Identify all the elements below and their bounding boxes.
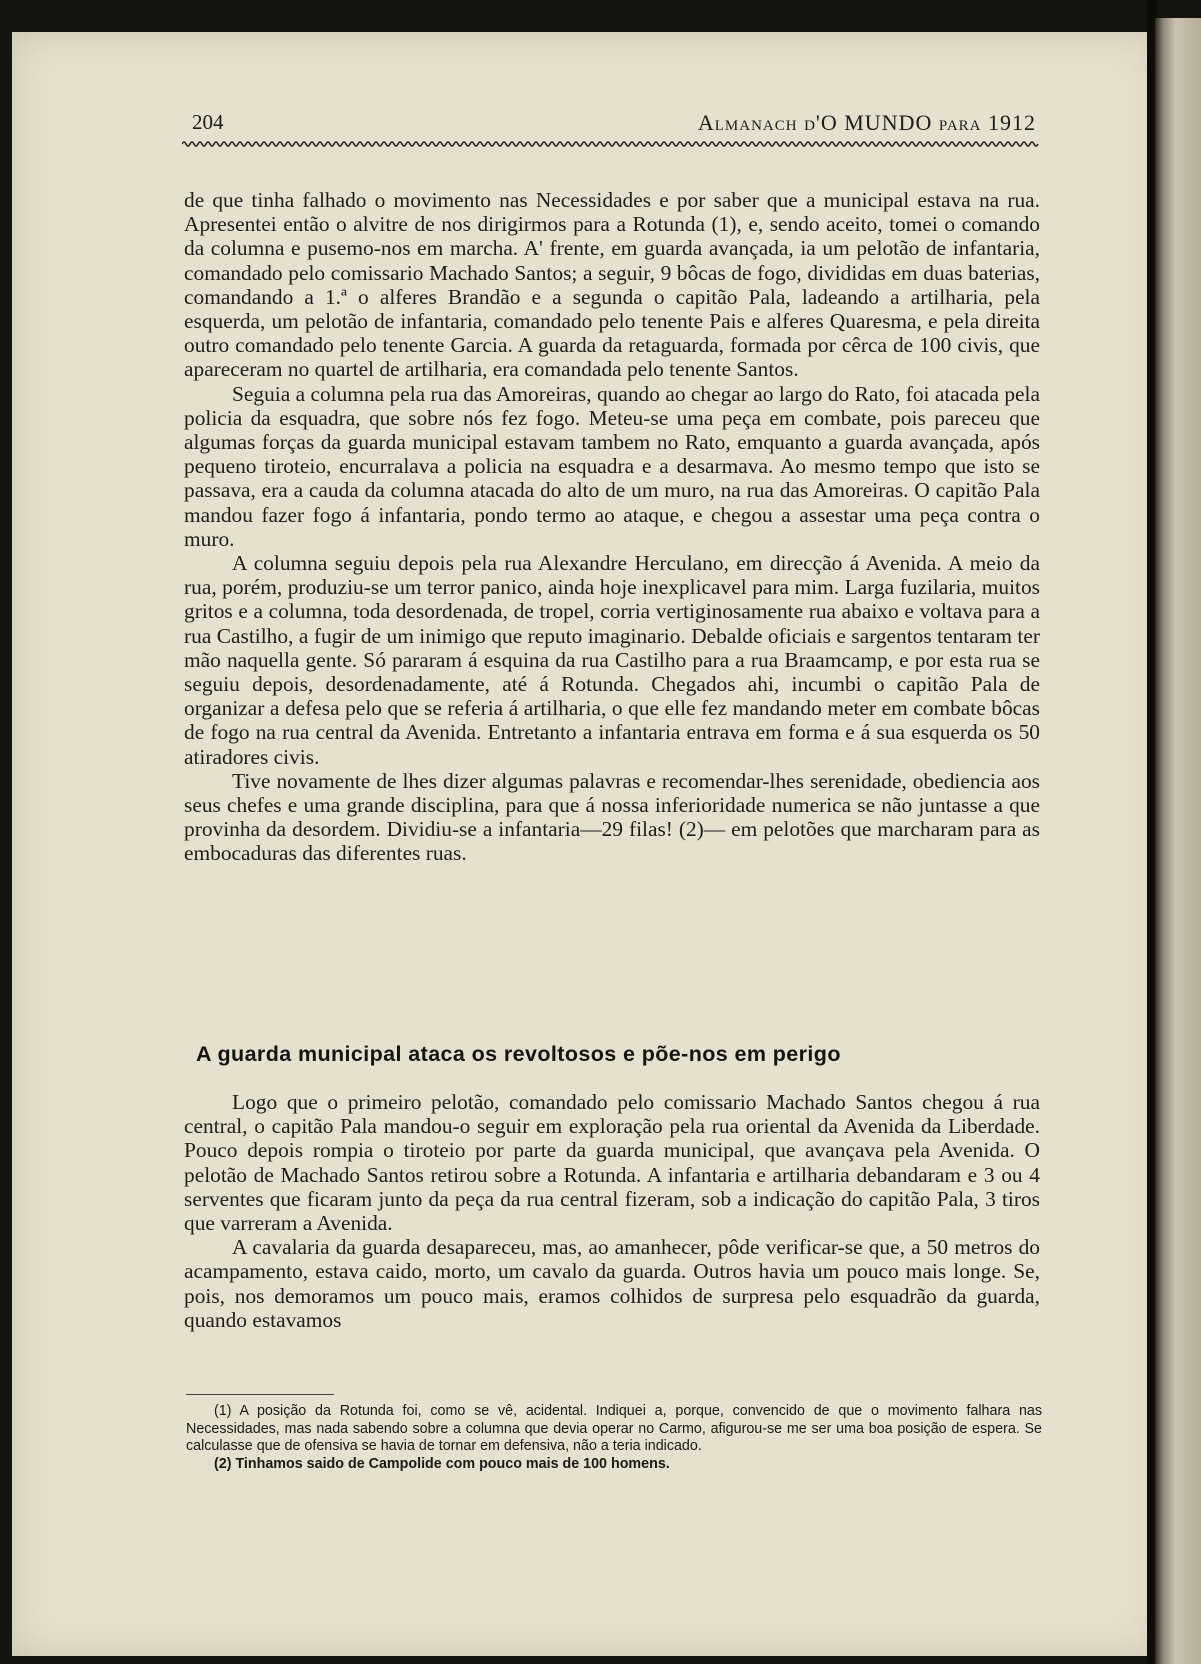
section-heading: A guarda municipal ataca os revoltosos e põe-nos em perigo — [196, 1042, 841, 1066]
paragraph: de que tinha falhado o movimento nas Necessidades e por saber que a municipal estava na rua. Apresentei então o alvitre de nos dirigirmos para a Rotunda (1), e, sendo aceito, tomei o comando da columna e pusemo-nos em marcha. A' frente, em guarda avançada, ia um pelotão de infantaria, comandado pelo comissario Machado Santos; a seguir, 9 bôcas de fogo, divididas em duas baterias, comandando a 1.ª o alferes Brandão e a segunda o capitão Pala, ladeando a artilharia, pela esquerda, um pelotão de infantaria, comandado pelo tenente Pais e alferes Quaresma, e pela direita outro comandado pelo tenente Garcia. A guarda da retaguarda, formada por cêrca de 100 civis, que apareceram no quartel de artilharia, era comandada pelo tenente Santos. — [184, 188, 1040, 382]
paragraph: Seguia a columna pela rua das Amoreiras, quando ao chegar ao largo do Rato, foi atacada pela policia da esquadra, que sobre nós fez fogo. Meteu-se uma peça em combate, pois pareceu que algumas forças da guarda municipal estavam tambem no Rato, emquanto a guarda avançada, após pequeno tiroteio, encurralava a policia na esquadra e a desarmava. Ao mesmo tempo que isto se passava, era a cauda da columna atacada do alto de um muro, na rua das Amoreiras. O capitão Pala mandou fazer fogo á infantaria, pondo termo ao ataque, e chegou a assestar uma peça contra o muro. — [184, 381, 1040, 551]
facing-page-edge — [1155, 18, 1201, 1664]
article-body — [184, 188, 1040, 866]
page-number: 204 — [192, 110, 224, 134]
paragraph: Tive novamente de lhes dizer algumas palavras e recomendar-lhes serenidade, obediencia aos seus chefes e uma grande disciplina, para que á nossa inferioridade numerica se não juntasse a que provinha da desordem. Dividiu-se a infantaria—29 filas! (2)— em pelotões que marcharam para as embocaduras das diferentes ruas. — [184, 768, 1040, 866]
page-header — [180, 108, 1040, 140]
decorative-wavy-rule — [182, 140, 1040, 148]
running-title: Almanach d'O MUNDO para 1912 — [697, 110, 1036, 135]
footnotes — [186, 1403, 1042, 1473]
footnote: (2) Tinhamos saido de Campolide com pouco mais de 100 homens. — [214, 1455, 670, 1472]
section-body — [184, 1090, 1040, 1332]
paragraph: A cavalaria da guarda desapareceu, mas, ao amanhecer, pôde verificar-se que, a 50 metros do acampamento, estava caido, morto, um cavalo da guarda. Outros havia um pouco mais longe. Se, pois, nos demoramos um pouco mais, eramos colhidos de surpresa pelo esquadrão da guarda, quando estavamos — [184, 1235, 1040, 1332]
paragraph: Logo que o primeiro pelotão, comandado pelo comissario Machado Santos chegou á rua central, o capitão Pala mandou-o seguir em exploração pela rua oriental da Avenida da Liberdade. Pouco depois rompia o tiroteio por parte da guarda municipal, que avançava pela Avenida. O pelotão de Machado Santos retirou sobre a Rotunda. A infantaria e artilharia debandaram e 3 ou 4 serventes que ficaram junto da peça da rua central fizeram, sob a indicação do capitão Pala, 3 tiros que varreram a Avenida. — [184, 1090, 1040, 1236]
paragraph: A columna seguiu depois pela rua Alexandre Herculano, em direcção á Avenida. A meio da rua, porém, produziu-se um terror panico, ainda hoje inexplicavel para mim. Larga fuzilaria, muitos gritos e a columna, toda desordenada, de tropel, corria vertiginosamente rua abaixo e voltava para a rua Castilho, a fugir de um inimigo que reputo imaginario. Debalde oficiais e sargentos tentaram ter mão naquella gente. Só pararam á esquina da rua Castilho para a rua Braamcamp, e por esta rua se seguiu depois, desordenadamente, até á Rotunda. Chegados ahi, incumbi o capitão Pala de organizar a defesa pelo que se referia á artilharia, o que elle fez mandando meter em combate bôcas de fogo na rua central da Avenida. Entretanto a infantaria entrava em forma e á sua esquerda os 50 atiradores civis. — [184, 551, 1040, 769]
footnote-divider — [186, 1394, 334, 1395]
footnote: (1) A posição da Rotunda foi, como se vê, acidental. Indiquei a, porque, convencido de que o movimento falhara nas Necessidades, mas nada sabendo sobre a columna que devia operar no Carmo, afigurou-se me ser uma boa posição de espera. Se calculasse que de ofensiva se havia de tornar em defensiva, não a teria indicado. — [186, 1403, 1042, 1455]
